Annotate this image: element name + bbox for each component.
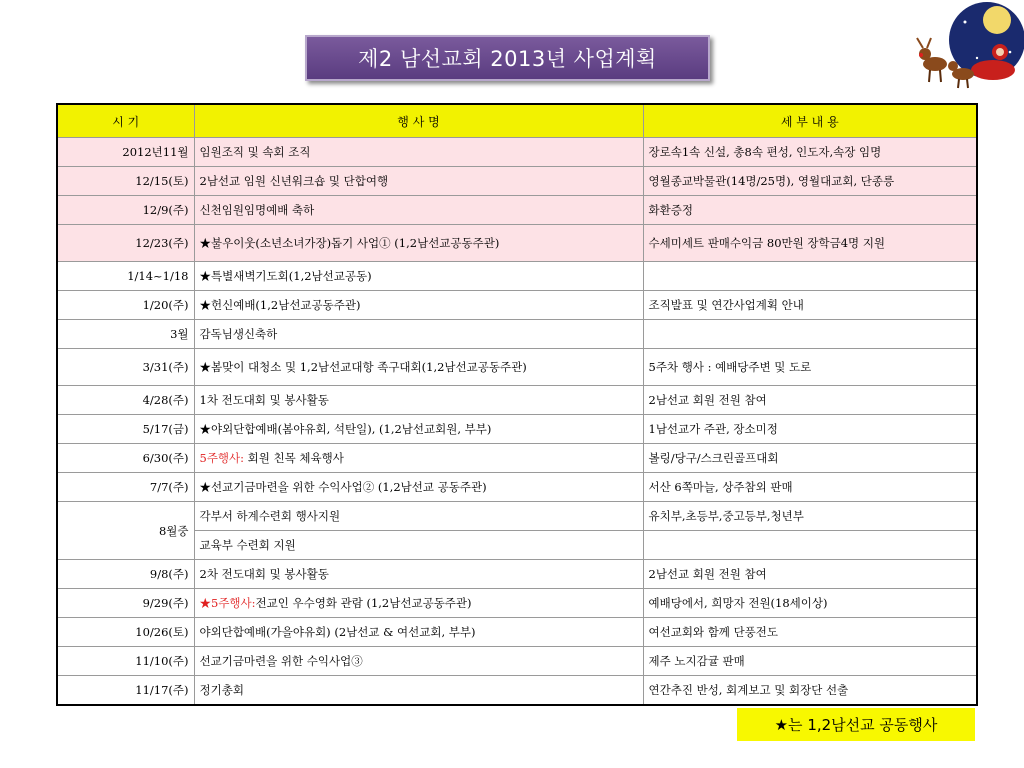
row-date: 3/31(주) <box>57 349 194 386</box>
row-event: 2남선교 임원 신년워크숍 및 단합여행 <box>194 167 643 196</box>
row-date: 4/28(주) <box>57 386 194 415</box>
table-row <box>57 138 977 167</box>
row-event: ★선교기금마련을 위한 수익사업② (1,2남선교 공동주관) <box>194 473 643 502</box>
joint-event-legend: ★는 1,2남선교 공동행사 <box>737 708 975 741</box>
row-date: 3월 <box>57 320 194 349</box>
row-detail: 볼링/당구/스크린골프대회 <box>643 444 977 473</box>
row-date: 12/9(주) <box>57 196 194 225</box>
santa-sleigh-reindeer-icon <box>905 0 1024 108</box>
row-detail: 수세미세트 판매수익금 80만원 장학금4명 지원 <box>643 225 977 262</box>
header-detail: 세 부 내 용 <box>643 104 977 138</box>
table-row <box>57 167 977 196</box>
page-title: 제2 남선교회 2013년 사업계획 <box>305 35 710 81</box>
row-date: 12/23(주) <box>57 225 194 262</box>
row-event: 선교기금마련을 위한 수익사업③ <box>194 647 643 676</box>
table-row <box>57 291 977 320</box>
row-date: 9/29(주) <box>57 589 194 618</box>
table-row <box>57 386 977 415</box>
highlight-label: 5주행사: <box>199 451 245 465</box>
event-text: 전교인 우수영화 관람 (1,2남선교공동주관) <box>255 596 472 610</box>
row-date: 2012년11월 <box>57 138 194 167</box>
table-row <box>57 531 977 560</box>
row-event: 각부서 하계수련회 행사지원 <box>194 502 643 531</box>
header-event: 행 사 명 <box>194 104 643 138</box>
event-text: 회원 친목 체육행사 <box>244 451 344 465</box>
row-date: 10/26(토) <box>57 618 194 647</box>
table-row <box>57 560 977 589</box>
row-detail: 1남선교가 주관, 장소미정 <box>643 415 977 444</box>
header-period: 시 기 <box>57 104 194 138</box>
row-detail: 조직발표 및 연간사업계획 안내 <box>643 291 977 320</box>
row-detail <box>643 262 977 291</box>
row-detail <box>643 320 977 349</box>
row-date: 9/8(주) <box>57 560 194 589</box>
row-event: ★헌신예배(1,2남선교공동주관) <box>194 291 643 320</box>
row-event: 정기총회 <box>194 676 643 706</box>
row-detail: 화환증정 <box>643 196 977 225</box>
row-event: ★불우이웃(소년소녀가장)돕기 사업① (1,2남선교공동주관) <box>194 225 643 262</box>
row-detail <box>643 531 977 560</box>
row-date: 6/30(주) <box>57 444 194 473</box>
table-row <box>57 502 977 531</box>
row-event <box>194 589 643 618</box>
row-detail: 5주차 행사 : 예배당주변 및 도로 <box>643 349 977 386</box>
row-event: 1차 전도대회 및 봉사활동 <box>194 386 643 415</box>
row-event: ★야외단합예배(봄야유회, 석탄일), (1,2남선교회원, 부부) <box>194 415 643 444</box>
table-row <box>57 262 977 291</box>
row-event: 2차 전도대회 및 봉사활동 <box>194 560 643 589</box>
table-row <box>57 676 977 706</box>
table-row <box>57 589 977 618</box>
table-row <box>57 415 977 444</box>
row-event: ★봄맞이 대청소 및 1,2남선교대항 족구대회(1,2남선교공동주관) <box>194 349 643 386</box>
table-row <box>57 647 977 676</box>
row-detail: 장로속1속 신설, 총8속 편성, 인도자,속장 임명 <box>643 138 977 167</box>
table-row <box>57 225 977 262</box>
row-detail: 서산 6쪽마늘, 상주참외 판매 <box>643 473 977 502</box>
row-detail: 연간추진 반성, 회계보고 및 회장단 선출 <box>643 676 977 706</box>
table-row <box>57 320 977 349</box>
table-row <box>57 196 977 225</box>
row-detail: 영월종교박물관(14명/25명), 영월대교회, 단종릉 <box>643 167 977 196</box>
table-row <box>57 618 977 647</box>
row-date: 8월중 <box>57 502 194 560</box>
row-detail: 예배당에서, 희망자 전원(18세이상) <box>643 589 977 618</box>
highlight-label: ★5주행사: <box>199 596 256 610</box>
table-row <box>57 444 977 473</box>
table-row <box>57 349 977 386</box>
row-date: 11/10(주) <box>57 647 194 676</box>
table-header-row <box>57 104 977 138</box>
row-event: ★특별새벽기도회(1,2남선교공동) <box>194 262 643 291</box>
row-date: 1/20(주) <box>57 291 194 320</box>
row-detail: 여선교회와 함께 단풍전도 <box>643 618 977 647</box>
row-event: 임원조직 및 속회 조직 <box>194 138 643 167</box>
plan-table <box>56 103 978 706</box>
row-date: 11/17(주) <box>57 676 194 706</box>
row-date: 5/17(금) <box>57 415 194 444</box>
row-event: 감독님생신축하 <box>194 320 643 349</box>
row-detail: 제주 노지감귤 판매 <box>643 647 977 676</box>
row-detail: 2남선교 회원 전원 참여 <box>643 560 977 589</box>
row-date: 1/14~1/18 <box>57 262 194 291</box>
row-detail: 2남선교 회원 전원 참여 <box>643 386 977 415</box>
table-row <box>57 473 977 502</box>
row-detail: 유치부,초등부,중고등부,청년부 <box>643 502 977 531</box>
row-event: 교육부 수련회 지원 <box>194 531 643 560</box>
row-event: 야외단합예배(가을야유회) (2남선교 & 여선교회, 부부) <box>194 618 643 647</box>
row-event <box>194 444 643 473</box>
row-date: 7/7(주) <box>57 473 194 502</box>
row-date: 12/15(토) <box>57 167 194 196</box>
row-event: 신천임원임명예배 축하 <box>194 196 643 225</box>
